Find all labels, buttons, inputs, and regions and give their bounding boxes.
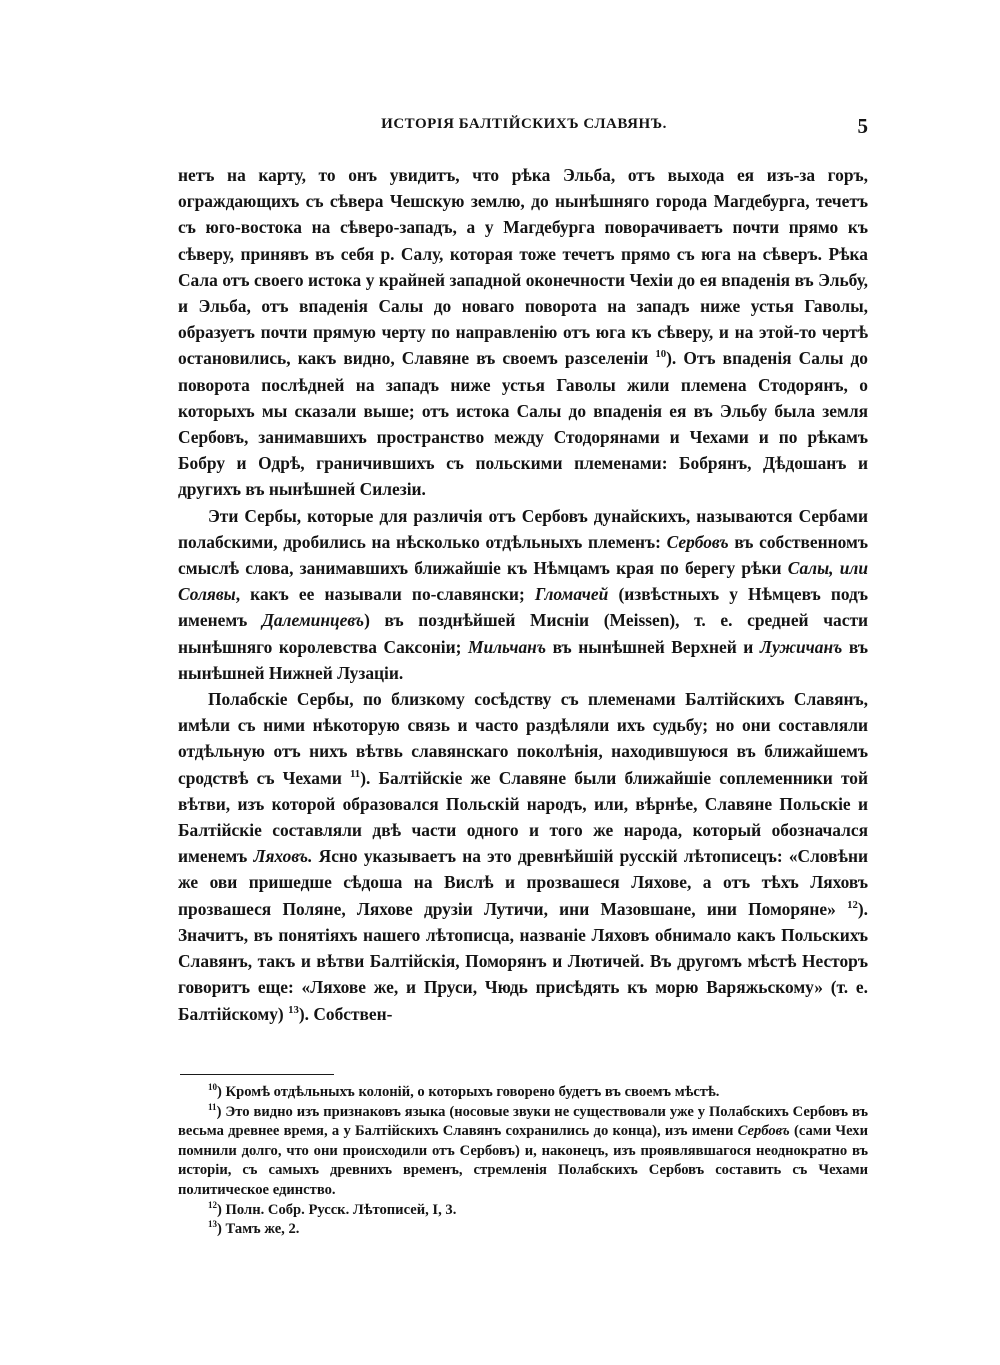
italic-term: Далеминцевъ [261, 610, 365, 631]
text-run: (извѣстныхъ у Нѣмцевъ подъ именемъ [178, 584, 868, 631]
footnote-ref: 12 [847, 898, 858, 911]
footnote [178, 1220, 868, 1240]
footnote [178, 1083, 868, 1103]
text-run: въ собственномъ смыслѣ слова, занимавшихъ ближайшіе къ Нѣмцамъ края по берегу рѣки [178, 531, 868, 579]
text-run: ) въ позднѣйшей Мисніи (Meissen), т. е. средней части нынѣшняго королевства Саксоніи; [178, 610, 869, 657]
footnote-ref: 10 [655, 348, 667, 361]
text-run: въ нынѣшней Нижней Лузаціи. [178, 636, 868, 683]
italic-term: Гломачей [534, 584, 609, 605]
page-number: 5 [857, 114, 868, 138]
text-run: въ нынѣшней Верхней и [546, 636, 760, 657]
paragraph [178, 162, 868, 503]
italic-term: Салы, или Солявы [178, 558, 868, 605]
body-text [178, 162, 868, 1027]
italic-term: Лужичанъ [759, 636, 843, 657]
text-run: ). Балтійскіе же Славяне были ближайшіе соплеменники той вѣтви, изъ которой образовался Польскій народъ, или, вѣрнѣе, Славяне Польскіе и Балтійскіе составляли двѣ части одного и того же народа, который обозначался именемъ [178, 767, 868, 867]
text-run: ). Отъ впаденія Салы до поворота послѣдней на западъ ниже устья Гаволы жили племена Стодорянъ, о которыхъ мы сказали выше; отъ истока Салы до впаденія ея въ Эльбу была земля Сербовъ, занимавшихъ пространство между Стодорянами и Чехами и по рѣкамъ Бобру и Одрѣ, граничившихъ съ польскими племенами: Бобрянъ, Дѣдошанъ и другихъ въ нынѣшней Силезіи. [178, 348, 868, 500]
italic-term: Сербовъ [666, 531, 729, 552]
text-run: нетъ на карту, то онъ увидитъ, что рѣка Эльба, отъ выхода ея изъ-за горъ, ограждающихъ съ сѣвера Чешскую землю, до нынѣшняго города Магдебурга, течетъ съ юго-востока на сѣверо-западъ, а у Магдебурга поворачиваетъ почти прямо къ сѣверу, принявъ въ себя р. Салу, которая тоже течетъ прямо съ юга на сѣверъ. Рѣка Сала отъ своего истока у крайней западной оконечности Чехіи до ея впаденія въ Эльбу, и Эльба, отъ впаденія Салы до новаго поворота на западъ ниже устья Гаволы, образуетъ почти прямую черту по направленію отъ юга къ сѣверу, и на этой-то чертѣ остановились, какъ видно, Славяне въ своемъ разселеніи [178, 165, 868, 369]
text-run: ). Собствен- [298, 1003, 393, 1024]
text-run: (сами Чехи помнили долго, что они происходили отъ Сербовъ) и, наконецъ, изъ проявлявшагося неоднократно въ исторіи, съ самыхъ древнихъ временъ, стремленія Полабскихъ Сербовъ составить съ Чехами политическое единство. [178, 1123, 869, 1198]
text-run: , какъ ее называли по-славянски; [235, 584, 535, 605]
footnotes [178, 1083, 868, 1240]
text-run: ) Кромѣ отдѣльныхъ колоній, о которыхъ говорено будетъ въ своемъ мѣстѣ. [217, 1084, 720, 1100]
italic-term: Мильчанъ [468, 636, 546, 657]
footnote [178, 1103, 868, 1201]
paragraph [178, 686, 868, 1027]
running-head [180, 116, 868, 146]
text-run: ) Тамъ же, 2. [217, 1221, 300, 1238]
footnote-number: 11 [208, 1101, 217, 1112]
footnote [178, 1201, 868, 1221]
footnote-number: 13 [208, 1219, 218, 1230]
footnote-number: 10 [208, 1082, 218, 1093]
text-run: Ясно указываетъ на это древнѣйшій русскій лѣтописецъ: «Словѣни же ови пришедше сѣдоша на Вислѣ и прозвашеся Ляхове, а отъ тѣхъ Ляховъ прозвашеся Поляне, Ляхове друзіи Лутичи, ини Мазовшане, ини Поморяне» [178, 846, 868, 919]
footnote-number: 12 [208, 1199, 218, 1210]
paragraph [178, 503, 868, 686]
text-run: ) Полн. Собр. Русск. Лѣтописей, I, 3. [217, 1201, 457, 1218]
text-run: ) Это видно изъ признаковъ языка (носовые звуки не существовали уже у Полабскихъ Сербовъ въ весьма древнее время, а у Балтійскихъ Славянъ сохранились до конца), изъ имени [178, 1103, 868, 1140]
footnote-ref: 13 [288, 1003, 299, 1016]
italic-term: Сербовъ [737, 1123, 790, 1140]
running-title: ИСТОРІЯ БАЛТІЙСКИХЪ СЛАВЯНЪ. [381, 116, 667, 132]
text-run: Полабскіе Сербы, по близкому сосѣдству съ племенами Балтійскихъ Славянъ, имѣли съ ними нѣкоторую связь и часто раздѣляли ихъ судьбу; но они составляли отдѣльную отъ нихъ вѣтвь славянскаго поколѣнія, находившуюся въ ближайшемъ сродствѣ съ Чехами [178, 689, 868, 788]
italic-term: Ляховъ. [253, 846, 313, 867]
footnote-ref: 11 [350, 767, 361, 780]
text-run: ). Значитъ, въ понятіяхъ нашего лѣтописца, названіе Ляховъ обнимало какъ Польскихъ Славянъ, такъ и вѣтви Балтійскія, Поморянъ и Лютичей. Въ другомъ мѣстѣ Несторъ говоритъ еще: «Ляхове же, и Пруси, Чюдь присѣдять къ морю Варяжьскому» (т. е. Балтійскому) [178, 898, 868, 1024]
text-run: Эти Сербы, которые для различія отъ Сербовъ дунайскихъ, называются Сербами полабскими, дробились на нѣсколько отдѣльныхъ племенъ: [178, 505, 868, 552]
footnote-divider [180, 1074, 334, 1075]
